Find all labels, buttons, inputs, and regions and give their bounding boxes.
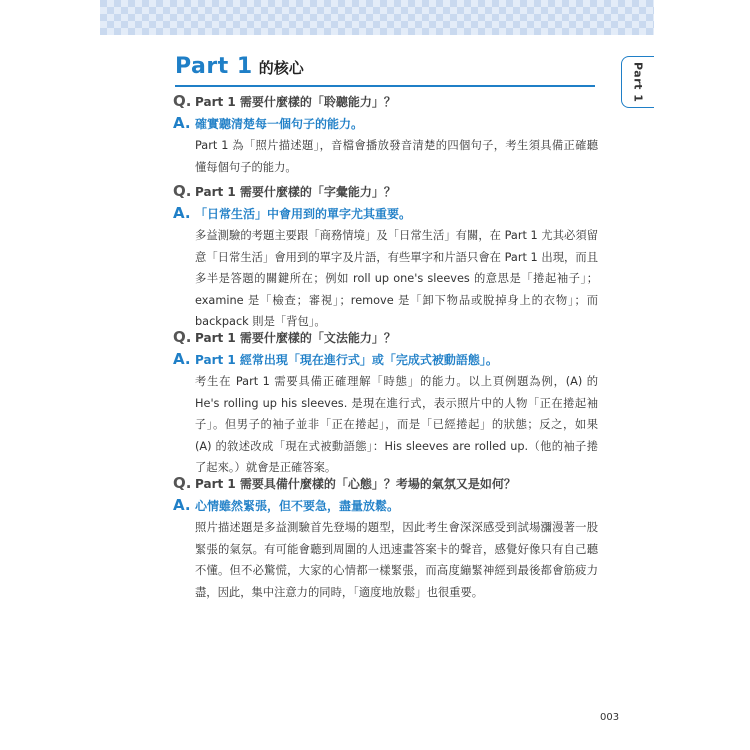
side-chapter-tab — [621, 56, 654, 108]
answer-text: 「日常生活」中會用到的單字尤其重要。 — [195, 207, 412, 221]
question-row — [173, 328, 598, 346]
a-mark: A. — [173, 350, 191, 368]
a-mark: A. — [173, 496, 191, 514]
question-row — [173, 182, 598, 200]
section-header — [175, 54, 595, 87]
question-text: Part 1 需要什麼樣的「文法能力」？ — [195, 331, 396, 345]
answer-body: 考生在 Part 1 需要具備正確理解「時態」的能力。以上頁例題為例，(A) 的 He's rolling up his sleeves. 是現在進行式，表示照片中的人物「正在捲起袖子」。但男子的袖子並非「正在捲起」，而是「已經捲起」的狀態；反之，如果 (A) 的敘述改成「現在式被動語態」：His sleeves are rolled up.（他的袖子捲了起來。）就會是正確答案。 — [195, 375, 598, 474]
section-title-part: Part 1 — [175, 54, 253, 79]
answer-row — [173, 204, 598, 222]
answer-body: 多益測驗的考題主要跟「商務情境」及「日常生活」有關，在 Part 1 尤其必須留意「日常生活」會用到的單字及片語，有些單字和片語只會在 Part 1 出現，而且多半是答題的關鍵所在；例如 roll up one's sleeves 的意思是「捲起袖子」；examine 是「檢查；審視」；remove 是「卸下物品或脫掉身上的衣物」；而 backpack 則是「背包」。 — [195, 229, 598, 328]
top-pattern-band — [100, 0, 654, 35]
answer-body: 照片描述題是多益測驗首先登場的題型，因此考生會深深感受到試場瀰漫著一股緊張的氣氛。有可能會聽到周圍的人迅速畫答案卡的聲音，感覺好像只有自己聽不懂。但不必驚慌，大家的心情都一樣緊張，而高度繃緊神經到最後都會筋疲力盡，因此，集中注意力的同時，「適度地放鬆」也很重要。 — [195, 521, 598, 599]
q-mark: Q. — [173, 182, 192, 200]
answer-row — [173, 114, 598, 132]
answer-text: 確實聽清楚每一個句子的能力。 — [195, 117, 364, 131]
header-divider — [175, 85, 595, 87]
question-text: Part 1 需要什麼樣的「字彙能力」？ — [195, 185, 396, 199]
page-number: 003 — [600, 712, 620, 723]
section-title — [175, 54, 595, 79]
qa-block-4 — [173, 474, 598, 603]
section-title-rest: 的核心 — [258, 59, 304, 77]
qa-block-1 — [173, 92, 598, 178]
question-row — [173, 92, 598, 110]
answer-text: Part 1 經常出現「現在進行式」或「完成式被動語態」。 — [195, 353, 498, 367]
a-mark: A. — [173, 114, 191, 132]
answer-row — [173, 496, 598, 514]
question-row — [173, 474, 598, 492]
q-mark: Q. — [173, 92, 192, 110]
qa-block-2 — [173, 182, 598, 333]
question-text: Part 1 需要具備什麼樣的「心態」？考場的氣氛又是如何？ — [195, 477, 516, 491]
a-mark: A. — [173, 204, 191, 222]
answer-text: 心情雖然緊張，但不要急，盡量放鬆。 — [195, 499, 400, 513]
q-mark: Q. — [173, 474, 192, 492]
qa-block-3 — [173, 328, 598, 479]
question-text: Part 1 需要什麼樣的「聆聽能力」？ — [195, 95, 396, 109]
side-tab-label: Part 1 — [631, 61, 645, 103]
answer-body: Part 1 為「照片描述題」，音檔會播放發音清楚的四個句子，考生須具備正確聽懂每個句子的能力。 — [195, 139, 598, 174]
q-mark: Q. — [173, 328, 192, 346]
answer-row — [173, 350, 598, 368]
